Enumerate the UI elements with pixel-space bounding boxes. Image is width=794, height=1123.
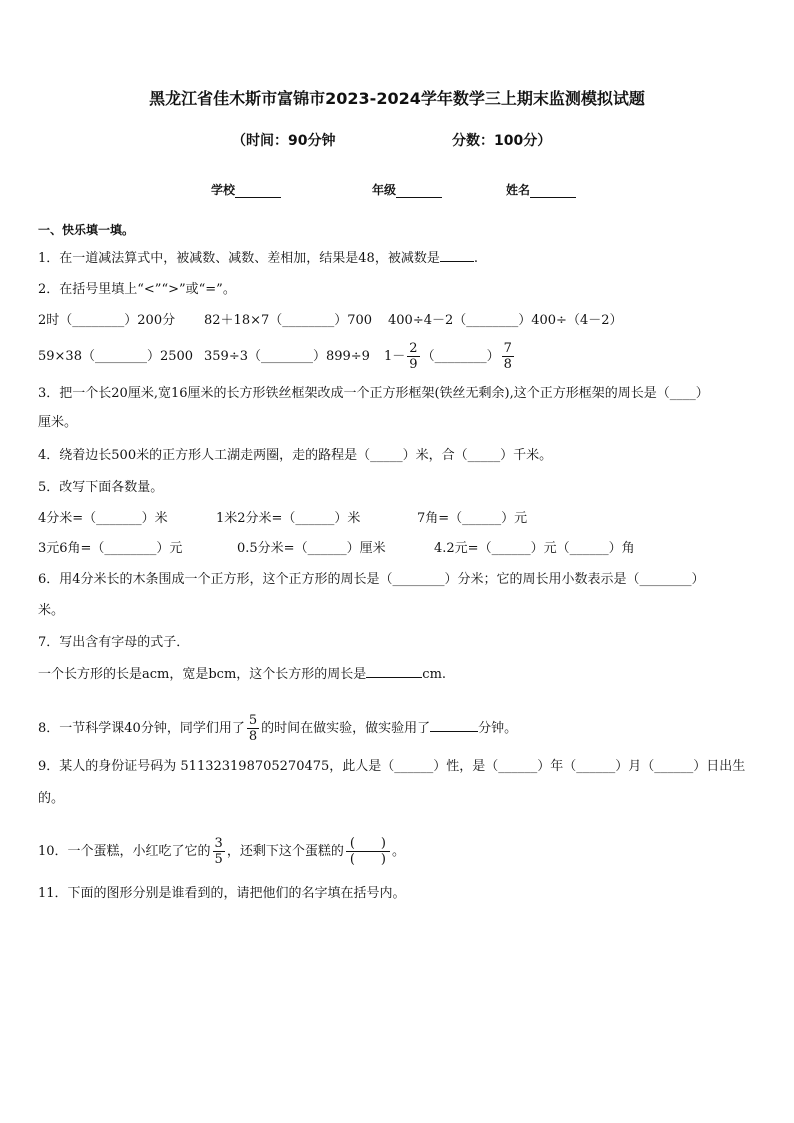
question-3: 3．把一个长20厘米,宽16厘米的长方形铁丝框架改成一个正方形框架(铁丝无剩余),这个正方形框架的周长是（____） [38,386,709,401]
question-3-cont: 厘米。 [38,415,78,430]
question-5-row-2: 3元6角=（________）元 0.5分米=（______）厘米 4.2元=（______）元（______）角 [38,541,635,556]
question-9-cont: 的。 [38,791,65,806]
question-7: 7．写出含有字母的式子． [38,635,190,650]
fraction-7-8: $\frac{7}{8}$ [503,341,512,372]
answer-blank[interactable] [366,666,422,678]
exam-score: 分数：100分） [452,133,552,149]
question-5: 5．改写下面各数量。 [38,480,164,495]
grade-label: 年级 [372,183,397,197]
answer-blank[interactable] [440,250,474,262]
question-5-row-1: 4分米=（_______）米 1米2分米=（______）米 7角=（______）元 [38,511,528,526]
question-10: 10．一个蛋糕，小红吃了它的 $\frac{3}{5}$ ，还剩下这个蛋糕的 $\frac{( )}{( )}$ 。 [38,836,406,867]
section-heading: 一、快乐填一填。 [38,223,135,237]
school-label: 学校 [211,183,236,197]
question-7-cont: 一个长方形的长是acm，宽是bcm，这个长方形的周长是 cm. [38,667,447,682]
question-2: 2．在括号里填上“<”“>”或“=”。 [38,282,236,297]
question-8: 8．一节科学课40分钟，同学们用了 $\frac{5}{8}$ 的时间在做实验，做实验用了 分钟。 [38,713,518,744]
grade-field[interactable] [372,181,442,198]
question-6-cont: 米。 [38,603,65,618]
school-field[interactable] [211,181,281,198]
fraction-5-8: $\frac{5}{8}$ [248,713,258,744]
answer-fraction[interactable]: $\frac{( )}{( )}$ [346,836,390,867]
question-11: 11．下面的图形分别是谁看到的，请把他们的名字填在括号内。 [38,886,406,901]
fraction-2-9: $\frac{2}{9}$ [409,341,418,372]
question-1: 1．在一道减法算式中，被减数、减数、差相加，结果是48，被减数是 . [38,251,478,266]
page-title: 黑龙江省佳木斯市富锦市2023-2024学年数学三上期末监测模拟试题 [149,89,645,108]
answer-blank[interactable] [430,720,478,732]
question-6: 6．用4分米长的木条围成一个正方形，这个正方形的周长是（________）分米；它的周长用小数表示是（________） [38,572,705,587]
name-label: 姓名 [506,183,531,197]
fraction-3-5: $\frac{3}{5}$ [214,836,223,867]
question-2-row-1: 2时（________）200分 82＋18×7（________）700 400÷4－2（________）400÷（4－2） [38,313,623,328]
question-2-row-2: 59×38（________）2500 359÷3（________）899÷9 1－ $\frac{2}{9}$ （________） $\frac{7}{8}$ [38,341,512,372]
exam-time: （时间：90分钟 [232,133,336,149]
name-field[interactable] [506,181,576,198]
question-9: 9．某人的身份证号码为 511323198705270475，此人是（______）性，是（______）年（______）月（______）日出生 [38,759,746,774]
question-4: 4．绕着边长500米的正方形人工湖走两圈，走的路程是（_____）米，合（_____）千米。 [38,448,553,463]
